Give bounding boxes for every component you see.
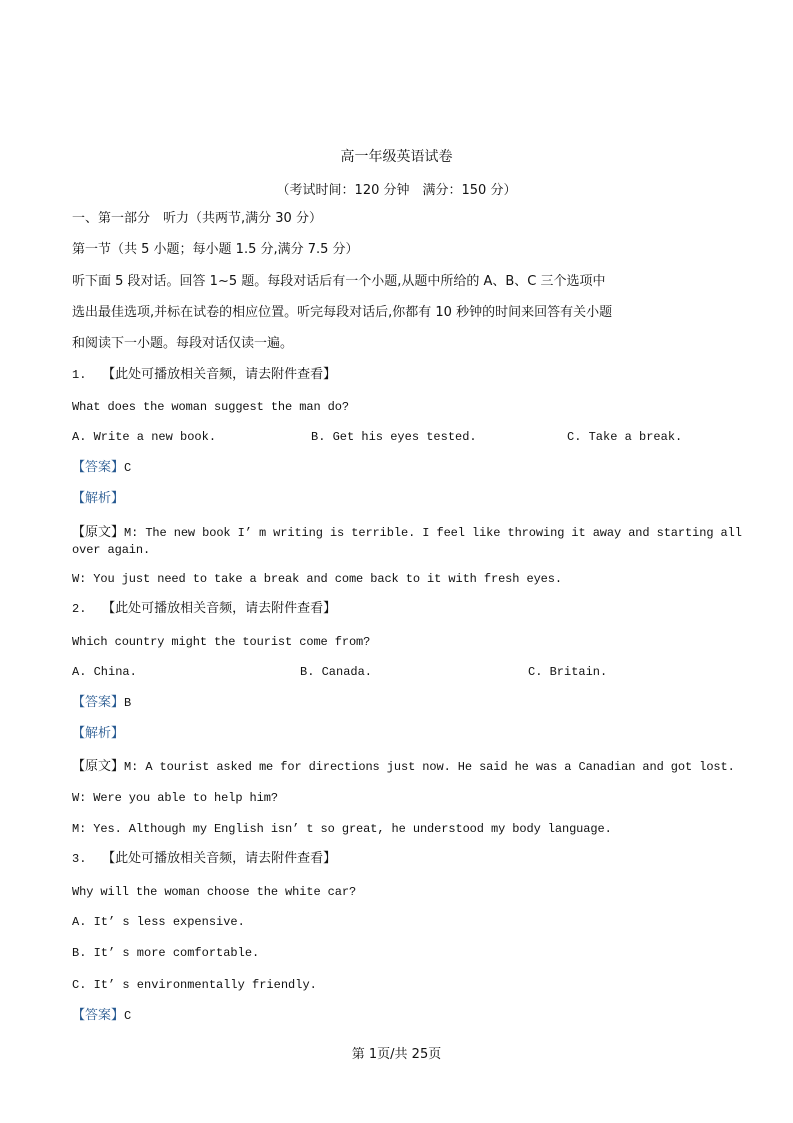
audio-note-link[interactable]: 【此处可播放相关音频，请去附件查看】 xyxy=(102,851,337,866)
question-2-transcript xyxy=(72,759,735,775)
question-number: 2. xyxy=(72,602,87,616)
question-2-option-a: A. China. xyxy=(72,665,137,679)
question-1-text: What does the woman suggest the man do? xyxy=(72,400,349,414)
question-1-transcript xyxy=(72,524,777,558)
answer-label: 【答案】 xyxy=(72,1008,125,1023)
answer-label: 【答案】 xyxy=(72,695,125,710)
question-2-option-b: B. Canada. xyxy=(300,665,373,679)
answer-value: C xyxy=(124,461,132,475)
section-heading: 第一节（共 5 小题；每小题 1.5 分,满分 7.5 分） xyxy=(72,242,359,257)
question-1-option-c: C. Take a break. xyxy=(567,430,683,444)
question-number: 3. xyxy=(72,852,87,866)
question-3-text: Why will the woman choose the white car? xyxy=(72,885,357,899)
transcript-label: 【原文】 xyxy=(72,759,125,774)
question-2-text: Which country might the tourist come from? xyxy=(72,635,371,649)
part-heading: 一、第一部分 听力（共两节,满分 30 分） xyxy=(72,211,322,226)
answer-label: 【答案】 xyxy=(72,460,125,475)
question-1-header xyxy=(72,367,336,383)
question-number: 1. xyxy=(72,368,87,382)
analysis-label: 【解析】 xyxy=(72,491,125,506)
transcript-line: M: A tourist asked me for directions just now. He said he was a Canadian and got lost. xyxy=(124,760,735,774)
page-title: 高一年级英语试卷 xyxy=(340,149,453,165)
question-1-answer xyxy=(72,460,131,476)
question-1-option-a: A. Write a new book. xyxy=(72,430,217,444)
audio-note-link[interactable]: 【此处可播放相关音频，请去附件查看】 xyxy=(102,367,337,382)
audio-note-link[interactable]: 【此处可播放相关音频，请去附件查看】 xyxy=(102,601,337,616)
instructions-line-3: 和阅读下一小题。每段对话仅读一遍。 xyxy=(72,336,294,351)
instructions-line-1: 听下面 5 段对话。回答 1~5 题。每段对话后有一个小题,从题中所给的 A、B、C 三个选项中 xyxy=(72,274,606,289)
question-3-header xyxy=(72,851,336,867)
question-1-analysis xyxy=(72,491,124,507)
question-2-analysis xyxy=(72,726,124,742)
instructions-line-2: 选出最佳选项,并标在试卷的相应位置。听完每段对话后,你都有 10 秒钟的时间来回答有关小题 xyxy=(72,305,613,320)
exam-duration-score: （考试时间：120 分钟 满分：150 分） xyxy=(276,183,517,198)
question-3-option-a: A. It’ s less expensive. xyxy=(72,915,245,929)
question-3-answer xyxy=(72,1008,131,1024)
answer-value: C xyxy=(124,1009,132,1023)
analysis-label: 【解析】 xyxy=(72,726,125,741)
transcript-line: M: Yes. Although my English isn’ t so great, he understood my body language. xyxy=(72,822,612,836)
transcript-line: W: Were you able to help him? xyxy=(72,791,278,805)
question-3-option-c: C. It’ s environmentally friendly. xyxy=(72,978,317,992)
answer-value: B xyxy=(124,696,132,710)
question-2-header xyxy=(72,601,336,617)
page-number-footer: 第 1页/共 25页 xyxy=(351,1047,442,1062)
transcript-label: 【原文】 xyxy=(72,525,125,540)
transcript-line: W: You just need to take a break and come back to it with fresh eyes. xyxy=(72,572,562,586)
transcript-line: M: The new book I’ m writing is terrible. I feel like throwing it away and starting all over again. xyxy=(72,526,742,557)
question-2-option-c: C. Britain. xyxy=(528,665,608,679)
question-3-option-b: B. It’ s more comfortable. xyxy=(72,946,260,960)
question-2-answer xyxy=(72,695,131,711)
question-1-option-b: B. Get his eyes tested. xyxy=(311,430,477,444)
